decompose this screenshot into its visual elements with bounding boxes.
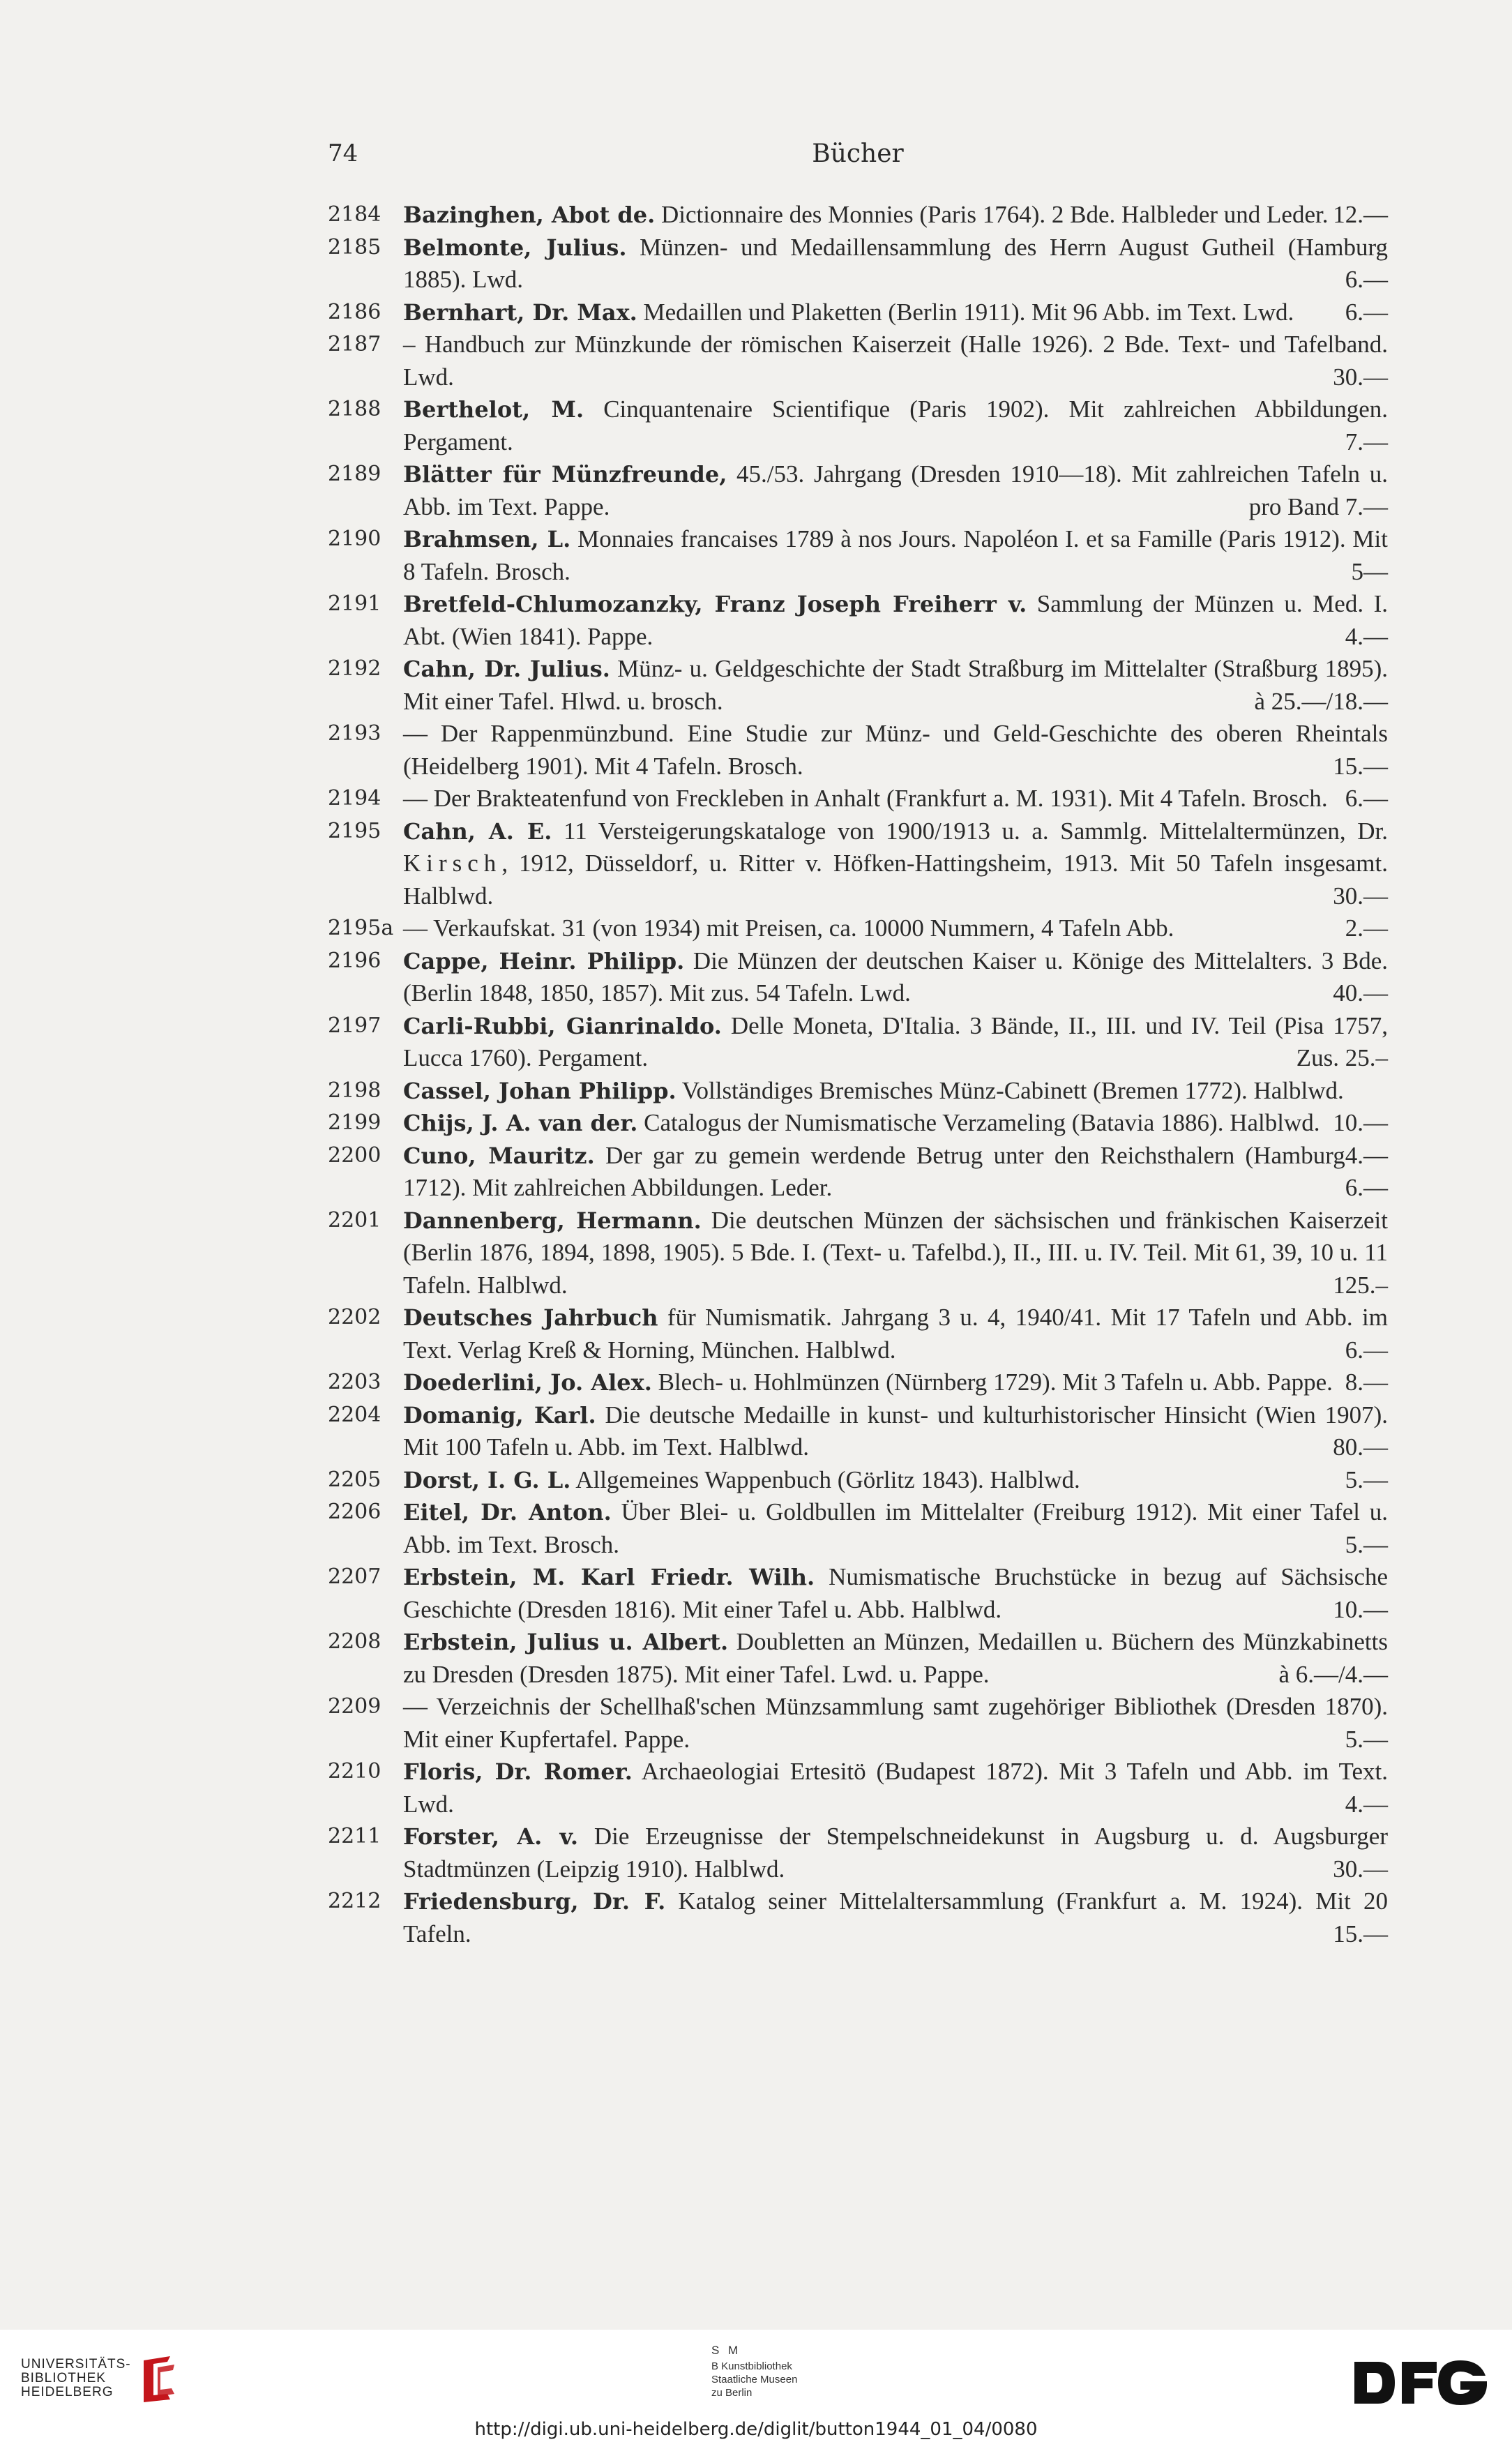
entry-author: Domanig, Karl. bbox=[403, 1401, 596, 1429]
entry-author: Carli-Rubbi, Gianrinaldo. bbox=[403, 1012, 722, 1039]
entry-description: Die Münzen der deutschen Kaiser u. Könige des Mittelalters. 3 Bde. (Berlin 1848, 1850, 1857). Mit zus. 54 Tafeln. Lwd. bbox=[403, 947, 1388, 1007]
entry-number: 2201 bbox=[328, 1207, 381, 1233]
catalog-entry bbox=[328, 329, 1388, 393]
entry-price: pro Band 7.— bbox=[1248, 492, 1388, 520]
entry-text bbox=[403, 232, 1388, 296]
entry-number: 2189 bbox=[328, 462, 381, 486]
entry-description: Katalog seiner Mittelaltersammlung (Frankfurt a. M. 1924). Mit 20 Tafeln. bbox=[403, 1887, 1389, 1947]
entry-price: 5.— bbox=[1345, 1530, 1388, 1558]
entry-author: Forster, A. v. bbox=[403, 1823, 578, 1850]
catalog-entry bbox=[328, 458, 1388, 523]
catalog-entry bbox=[328, 1366, 1388, 1399]
entry-price: 7.— bbox=[1345, 428, 1388, 455]
entry-number: 2207 bbox=[328, 1565, 381, 1589]
entry-price: 6.— bbox=[1345, 1174, 1388, 1201]
catalog-entry bbox=[328, 1496, 1388, 1561]
entry-text bbox=[403, 393, 1388, 458]
entry-price: à 6.—/4.— bbox=[1278, 1660, 1388, 1688]
entry-price: 2.— bbox=[1345, 914, 1388, 942]
entry-number: 2196 bbox=[328, 948, 381, 973]
catalog-entry bbox=[328, 815, 1388, 913]
entry-text bbox=[403, 523, 1388, 588]
entry-text bbox=[403, 1691, 1388, 1756]
entry-author: Erbstein, Julius u. Albert. bbox=[403, 1629, 729, 1655]
entry-number: 2188 bbox=[328, 397, 381, 421]
entry-price: à 25.—/18.— bbox=[1254, 687, 1388, 715]
catalog-entry bbox=[328, 783, 1388, 815]
entry-price: 30.— bbox=[1333, 882, 1388, 910]
entry-number: 2204 bbox=[328, 1402, 381, 1427]
entry-text bbox=[403, 783, 1388, 815]
entry-description: Der gar zu gemein werdende Betrug unter den Reichsthalern (Hamburg 1712). Mit zahlreichen Abbildungen. Leder. bbox=[403, 1141, 1345, 1201]
entry-text bbox=[403, 1756, 1388, 1821]
entry-text bbox=[403, 1010, 1388, 1075]
entry-author: Bretfeld-Chlumozanzky, Franz Joseph Freiherr v. bbox=[403, 591, 1027, 617]
entry-price: 4.— bbox=[1345, 1141, 1388, 1169]
entry-text bbox=[403, 1464, 1388, 1497]
entry-number: 2192 bbox=[328, 656, 381, 681]
entry-description: — Der Brakteatenfund von Freckleben in Anhalt (Frankfurt a. M. 1931). Mit 4 Tafeln. Brosch. bbox=[403, 785, 1328, 812]
entry-price: 40.— bbox=[1333, 979, 1388, 1007]
entry-author: Cappe, Heinr. Philipp. bbox=[403, 947, 685, 974]
entry-text bbox=[403, 945, 1388, 1010]
catalog-entries bbox=[328, 199, 1388, 1950]
entry-price: 10.— bbox=[1333, 1595, 1388, 1623]
entry-description-continued: , 1912, Düsseldorf, u. Ritter v. Höfken-Hattingsheim, 1913. Mit 50 Tafeln insgesamt. Halblwd. bbox=[403, 850, 1388, 910]
entry-number: 2211 bbox=[328, 1824, 381, 1848]
entry-description: 11 Versteigerungskataloge von 1900/1913 u. a. Sammlg. Mittelaltermünzen, Dr. bbox=[552, 817, 1388, 845]
entry-number: 2210 bbox=[328, 1759, 381, 1784]
entry-description: Monnaies francaises 1789 à nos Jours. Napoléon I. et sa Famille (Paris 1912). Mit 8 Tafeln. Brosch. bbox=[403, 525, 1388, 585]
entry-author: Belmonte, Julius. bbox=[403, 234, 627, 261]
entry-text bbox=[403, 1366, 1388, 1399]
entry-price: 12.— bbox=[1333, 201, 1388, 228]
entry-price: 15.— bbox=[1333, 752, 1388, 780]
catalog-entry bbox=[328, 1626, 1388, 1691]
entry-text bbox=[403, 1399, 1388, 1464]
catalog-entry bbox=[328, 1464, 1388, 1497]
entry-author: Brahmsen, L. bbox=[403, 526, 571, 552]
entry-description: Über Blei- u. Goldbullen im Mittelalter (Freiburg 1912). Mit einer Tafel u. Abb. im Text. Brosch. bbox=[403, 1498, 1389, 1558]
catalog-entry bbox=[328, 1010, 1388, 1075]
entry-text bbox=[403, 1140, 1388, 1205]
entry-price: 125.– bbox=[1333, 1271, 1388, 1299]
entry-description: Catalogus der Numismatische Verzameling (Batavia 1886). Halblwd. bbox=[637, 1109, 1320, 1136]
dfg-logo-icon bbox=[1352, 2358, 1491, 2408]
entry-number: 2198 bbox=[328, 1078, 381, 1103]
entry-number: 2199 bbox=[328, 1110, 381, 1135]
entry-spaced-name: Kirsch bbox=[403, 850, 502, 877]
entry-description: Archaeologiai Ertesitö (Budapest 1872). Mit 3 Tafeln und Abb. im Text. Lwd. bbox=[403, 1758, 1389, 1818]
entry-number: 2200 bbox=[328, 1143, 381, 1168]
entry-author: Dorst, I. G. L. bbox=[403, 1466, 571, 1493]
entry-author: Berthelot, M. bbox=[403, 396, 584, 423]
entry-description: Die deutschen Münzen der sächsischen und fränkischen Kaiserzeit (Berlin 1876, 1894, 1898, 1905). 5 Bde. I. (Text- u. Tafelbd.), II., III. u. IV. Teil. Mit 61, 39, 10 u. 11 Tafeln. Halblwd. bbox=[403, 1206, 1388, 1299]
entry-number: 2202 bbox=[328, 1305, 381, 1329]
entry-author: Doederlini, Jo. Alex. bbox=[403, 1369, 652, 1396]
entry-number: 2206 bbox=[328, 1500, 381, 1524]
catalog-entry bbox=[328, 1302, 1388, 1366]
entry-description: Cinquantenaire Scientifique (Paris 1902). Mit zahlreichen Abbildungen. Pergament. bbox=[403, 395, 1389, 455]
running-head: Bücher bbox=[812, 140, 904, 168]
entry-text bbox=[403, 329, 1388, 393]
entry-text bbox=[403, 296, 1388, 329]
catalog-entry bbox=[328, 199, 1388, 232]
entry-price: 6.— bbox=[1345, 1336, 1388, 1364]
catalog-entry bbox=[328, 1821, 1388, 1885]
entry-number: 2184 bbox=[328, 202, 381, 227]
entry-description: Die Erzeugnisse der Stempelschneidekunst in Augsburg u. d. Augsburger Stadtmünzen (Leipzig 1910). Halblwd. bbox=[403, 1823, 1388, 1883]
entry-price: 4.— bbox=[1345, 622, 1388, 650]
entry-description: Medaillen und Plaketten (Berlin 1911). Mit 96 Abb. im Text. Lwd. bbox=[637, 298, 1294, 326]
entry-number: 2187 bbox=[328, 332, 381, 356]
entry-number: 2193 bbox=[328, 721, 381, 746]
entry-author: Dannenberg, Hermann. bbox=[403, 1207, 702, 1234]
entry-number: 2205 bbox=[328, 1467, 381, 1492]
entry-price: 5.— bbox=[1345, 1725, 1388, 1753]
entry-author: Chijs, J. A. van der. bbox=[403, 1110, 638, 1136]
entry-text bbox=[403, 1302, 1388, 1366]
entry-author: Bernhart, Dr. Max. bbox=[403, 299, 637, 326]
entry-description: Numismatische Bruchstücke in bezug auf Sächsische Geschichte (Dresden 1816). Mit einer Tafel u. Abb. Halblwd. bbox=[403, 1563, 1388, 1623]
entry-description: Münzen- und Medaillensammlung des Herrn August Gutheil (Hamburg 1885). Lwd. bbox=[403, 233, 1389, 293]
entry-text bbox=[403, 1885, 1388, 1950]
source-url[interactable]: http://digi.ub.uni-heidelberg.de/diglit/button1944_01_04/0080 bbox=[474, 2419, 1038, 2440]
entry-price: 4.— bbox=[1345, 1790, 1388, 1818]
kunstbibliothek-logo: S M B Kunstbibliothek Staatliche Museen zu Berlin bbox=[711, 2344, 798, 2399]
catalog-entry bbox=[328, 588, 1388, 653]
entry-description: Dictionnaire des Monnies (Paris 1764). 2 Bde. Halbleder und Leder. bbox=[655, 201, 1329, 228]
entry-text bbox=[403, 588, 1388, 653]
entry-number: 2208 bbox=[328, 1629, 381, 1654]
entry-description: — Verzeichnis der Schellhaß'schen Münzsammlung samt zugehöriger Bibliothek (Dresden 1870). Mit einer Kupfertafel. Pappe. bbox=[403, 1693, 1388, 1753]
catalog-entry bbox=[328, 232, 1388, 296]
entry-author: Cahn, Dr. Julius. bbox=[403, 656, 610, 682]
entry-number: 2212 bbox=[328, 1889, 381, 1913]
entry-price: 80.— bbox=[1333, 1433, 1388, 1461]
uni-logo-text: UNIVERSITÄTS- BIBLIOTHEK HEIDELBERG bbox=[21, 2357, 131, 2399]
catalog-entry bbox=[328, 945, 1388, 1010]
footer bbox=[0, 2330, 1512, 2442]
page-header bbox=[328, 140, 1388, 174]
entry-description: Delle Moneta, D'Italia. 3 Bände, II., III. und IV. Teil (Pisa 1757, Lucca 1760). Pergament. bbox=[403, 1011, 1388, 1071]
entry-price: 6.— bbox=[1345, 785, 1388, 812]
entry-description: Allgemeines Wappenbuch (Görlitz 1843). Halblwd. bbox=[570, 1465, 1080, 1493]
entry-price: 6.— bbox=[1345, 266, 1388, 293]
entry-text bbox=[403, 718, 1388, 783]
entry-text bbox=[403, 1496, 1388, 1561]
entry-description: Doubletten an Münzen, Medaillen u. Büchern des Münzkabinetts zu Dresden (Dresden 1875). Mit einer Tafel. Lwd. u. Pappe. bbox=[403, 1628, 1388, 1688]
heidelberg-university-library-logo[interactable] bbox=[21, 2358, 179, 2404]
entry-price: 5.— bbox=[1345, 1465, 1388, 1493]
entry-number: 2194 bbox=[328, 786, 381, 811]
entry-author: Friedensburg, Dr. F. bbox=[403, 1888, 666, 1915]
entry-number: 2197 bbox=[328, 1013, 381, 1038]
entry-number: 2195 bbox=[328, 818, 381, 843]
catalog-entry bbox=[328, 1140, 1388, 1205]
entry-text bbox=[403, 912, 1388, 945]
catalog-entry bbox=[328, 1561, 1388, 1626]
entry-author: Deutsches Jahrbuch bbox=[403, 1304, 658, 1331]
university-mark-icon bbox=[139, 2355, 179, 2404]
entry-author: Cahn, A. E. bbox=[403, 817, 552, 845]
entry-text bbox=[403, 1821, 1388, 1885]
entry-description: 45./53. Jahrgang (Dresden 1910—18). Mit zahlreichen Tafeln u. Abb. im Text. Pappe. bbox=[403, 460, 1389, 520]
catalog-entry bbox=[328, 1756, 1388, 1821]
catalog-entry bbox=[328, 1885, 1388, 1950]
entry-description: Vollständiges Bremisches Münz-Cabinett (Bremen 1772). Halblwd. bbox=[676, 1076, 1344, 1104]
entry-author: Bazinghen, Abot de. bbox=[403, 202, 656, 228]
entry-number: 2185 bbox=[328, 234, 381, 259]
entry-number: 2186 bbox=[328, 299, 381, 324]
entry-description: für Numismatik. Jahrgang 3 u. 4, 1940/41. Mit 17 Tafeln und Abb. im Text. Verlag Kreß & Horning, München. Halblwd. bbox=[403, 1304, 1389, 1364]
entry-text bbox=[403, 1561, 1388, 1626]
entry-text bbox=[403, 458, 1388, 523]
entry-price: 30.— bbox=[1333, 1855, 1388, 1883]
entry-price: 8.— bbox=[1345, 1369, 1388, 1396]
dfg-logo[interactable] bbox=[1352, 2358, 1491, 2411]
entry-number: 2195a bbox=[328, 916, 394, 940]
entry-author: Cuno, Mauritz. bbox=[403, 1142, 595, 1169]
entry-price: Zus. 25.– bbox=[1296, 1044, 1388, 1071]
catalog-entry bbox=[328, 718, 1388, 783]
entry-text bbox=[403, 199, 1388, 232]
entry-number: 2209 bbox=[328, 1694, 381, 1719]
entry-price: 30.— bbox=[1333, 363, 1388, 391]
entry-description: Münz- u. Geldgeschichte der Stadt Straßburg im Mittelalter (Straßburg 1895). Mit einer Tafel. Hlwd. u. brosch. bbox=[403, 655, 1389, 715]
entry-author: Erbstein, M. Karl Friedr. Wilh. bbox=[403, 1564, 815, 1590]
entry-author: Floris, Dr. Romer. bbox=[403, 1758, 633, 1785]
catalog-entry bbox=[328, 393, 1388, 458]
entry-price: 6.— bbox=[1345, 298, 1388, 326]
entry-author: Cassel, Johan Philipp. bbox=[403, 1077, 676, 1104]
entry-price: 10.— bbox=[1333, 1109, 1388, 1136]
catalog-entry bbox=[328, 1399, 1388, 1464]
entry-description: — Der Rappenmünzbund. Eine Studie zur Münz- und Geld-Geschichte des oberen Rheintals (Heidelberg 1901). Mit 4 Tafeln. Brosch. bbox=[403, 720, 1388, 780]
entry-text bbox=[403, 815, 1388, 913]
catalog-entry bbox=[328, 296, 1388, 329]
entry-number: 2203 bbox=[328, 1370, 381, 1394]
entry-description: – Handbuch zur Münzkunde der römischen Kaiserzeit (Halle 1926). 2 Bde. Text- und Tafelband. Lwd. bbox=[403, 331, 1388, 391]
entry-price: 15.— bbox=[1333, 1920, 1388, 1947]
entry-price: 5— bbox=[1351, 557, 1388, 585]
entry-description: Die deutsche Medaille in kunst- und kulturhistorischer Hinsicht (Wien 1907). Mit 100 Tafeln u. Abb. im Text. Halblwd. bbox=[403, 1401, 1389, 1461]
entry-number: 2190 bbox=[328, 527, 381, 551]
entry-text bbox=[403, 1626, 1388, 1691]
catalog-entry bbox=[328, 912, 1388, 945]
entry-description: — Verkaufskat. 31 (von 1934) mit Preisen, ca. 10000 Nummern, 4 Tafeln Abb. bbox=[403, 914, 1174, 942]
page-number: 74 bbox=[328, 140, 358, 167]
catalog-entry bbox=[328, 653, 1388, 718]
entry-text bbox=[403, 1205, 1388, 1302]
entry-description: Sammlung der Münzen u. Med. I. Abt. (Wien 1841). Pappe. bbox=[403, 590, 1389, 650]
catalog-entry bbox=[328, 523, 1388, 588]
entry-number: 2191 bbox=[328, 591, 381, 616]
catalog-entry bbox=[328, 1205, 1388, 1302]
entry-author: Eitel, Dr. Anton. bbox=[403, 1499, 612, 1525]
entry-description: Blech- u. Hohlmünzen (Nürnberg 1729). Mit 3 Tafeln u. Abb. Pappe. bbox=[651, 1369, 1333, 1396]
entry-author: Blätter für Münzfreunde, bbox=[403, 461, 727, 488]
catalog-entry bbox=[328, 1691, 1388, 1756]
entry-text bbox=[403, 653, 1388, 718]
